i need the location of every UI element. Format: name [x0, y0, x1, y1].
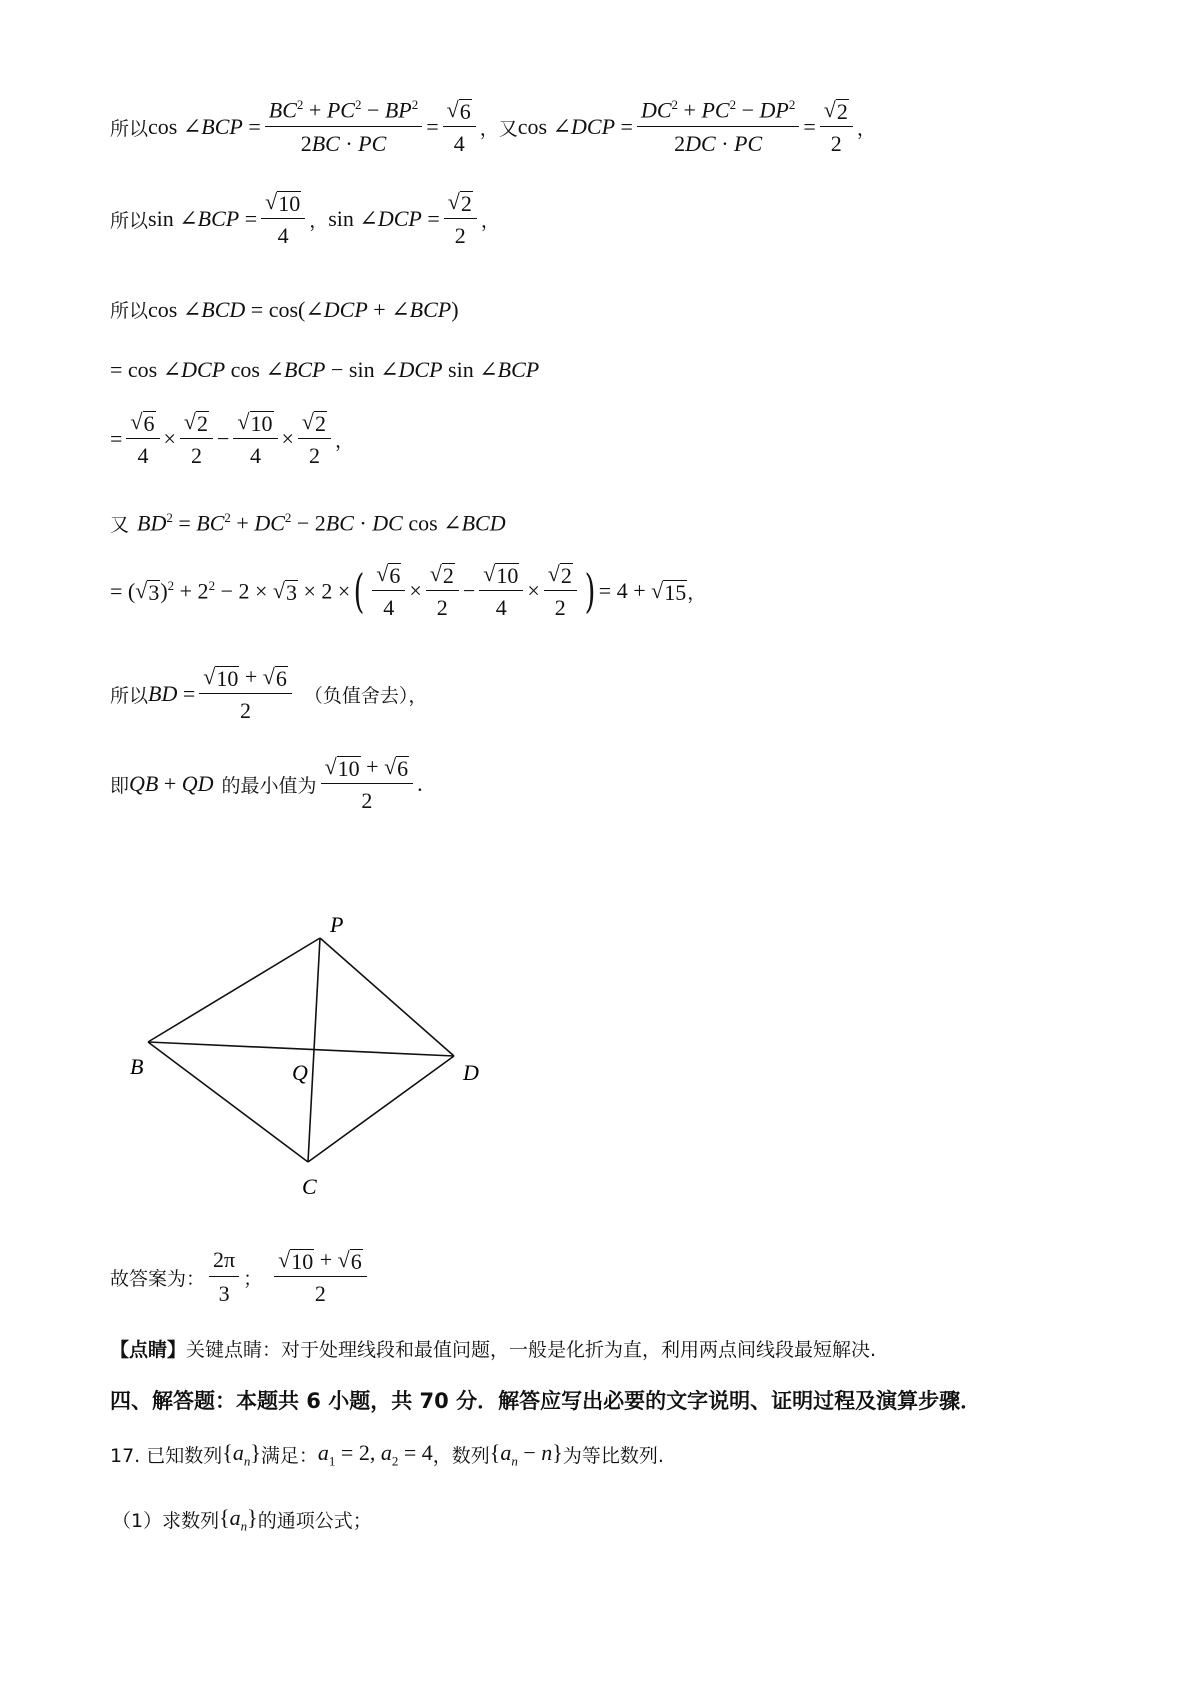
answer-line: 故答案为： $\frac{2\pi}{3}$ ； √ 10 + √ 6 2 — [110, 1248, 371, 1306]
text: 即 — [110, 774, 130, 797]
text: ， — [480, 209, 500, 232]
label-q: Q — [292, 1060, 308, 1085]
quadrilateral-figure — [120, 910, 500, 1200]
edge-bp — [148, 938, 320, 1042]
text: 的通项公式； — [257, 1510, 372, 1533]
label-d: D — [463, 1060, 479, 1085]
line-cos-bcd: 所以 cos ∠BCD = cos(∠DCP + ∠BCP) — [110, 296, 459, 322]
text: （负值舍去）， — [303, 684, 428, 707]
line-bd-value: = ( √ 3 )$^2 + 2^2 - 2$ × √ 3 × 2 × ( √ 6 4 × √ 2 2 − √ 10 4 × √ 2 2 ) = 4 + √ 15 ， — [110, 561, 707, 621]
line-numeric: = √ 6 4 × √ 2 2 − √ 10 4 × √ 2 2 ， — [110, 409, 355, 469]
fraction: √ 2 2 — [444, 190, 477, 248]
text: 的最小值为 — [221, 774, 317, 797]
section-heading — [110, 1385, 981, 1415]
diagonal-bd — [148, 1042, 454, 1056]
problem-17-part-1: （1）求数列 $\{a_n\}$ 的通项公式； — [112, 1505, 372, 1534]
text: 所以 — [110, 117, 149, 140]
line-bd-result: 所以 BD = √ 10 + √ 6 2 （负值舍去）， — [110, 664, 428, 724]
text: ， — [309, 209, 329, 232]
formula: cos ∠BCP = — [148, 114, 261, 140]
heading-text: 四、解答题：本题共 6 小题，共 70 分．解答应写出必要的文字说明、证明过程及演算步骤． — [110, 1389, 982, 1413]
label-c: C — [302, 1174, 317, 1199]
edge-pd — [320, 938, 454, 1056]
line-sin: 所以 sin ∠BCP = √ 10 4 ， sin ∠DCP = √ 2 2 ， — [110, 189, 500, 249]
text: ，又 — [479, 117, 518, 140]
label-b: B — [130, 1054, 144, 1079]
fraction: $\frac{BC^2 + PC^2 - BP^2}{2BC \cdot PC}$ — [265, 98, 422, 156]
comment-tag: 【点睛】 — [110, 1339, 187, 1361]
comment-line — [110, 1335, 876, 1362]
label-p: P — [330, 912, 344, 937]
line-expansion: = cos ∠DCP cos ∠BCP − sin ∠DCP sin ∠BCP — [110, 357, 540, 382]
edge-cb — [148, 1042, 308, 1162]
text: ， — [687, 581, 707, 604]
line-cos-bcp: 所以 cos ∠BCP = $\frac{BC^2 + PC^2 - BP^2}{2BC \cdot PC}$ = √ 6 4 ，又 cos ∠DCP = $\frac{DC^2 + PC^2 - DP^2}{2DC \cdot PC}$ = √ 2 2 ， — [110, 97, 876, 157]
line-bd-squared: 又 $BD^2 = BC^2 + DC^2 - 2BC$ · DC cos ∠BCD — [110, 510, 506, 536]
line-min-value: 即 QB + QD 的最小值为 √ 10 + √ 6 2 . — [110, 754, 423, 814]
comment-text: 关键点睛：对于处理线段和最值问题，一般是化折为直，利用两点间线段最短解决. — [186, 1339, 877, 1361]
text: （1）求数列 — [112, 1510, 220, 1533]
text: 又 — [110, 514, 130, 536]
text: . — [417, 771, 423, 797]
edge-dc — [308, 1056, 454, 1162]
fraction: $\frac{DC^2 + PC^2 - DP^2}{2DC \cdot PC}$ — [637, 98, 799, 156]
fraction: √ 2 2 — [820, 98, 853, 156]
text: ， — [856, 117, 876, 140]
text: 17. 已知数列 — [110, 1445, 223, 1468]
text: 所以 — [110, 300, 149, 322]
text: ，数列 — [432, 1445, 490, 1468]
text: 所以 — [110, 684, 149, 707]
text: 故答案为： — [110, 1267, 206, 1290]
text: 所以 — [110, 209, 149, 232]
text: 满足： — [260, 1445, 318, 1468]
fraction: √ 10 4 — [261, 190, 305, 248]
problem-17: 17. 已知数列 $\{a_n\}$ 满足： $a_1 = 2$, $a_2 = 4$ ，数列 $\{a_n - n\}$ 为等比数列. — [110, 1440, 664, 1469]
text: 为等比数列. — [562, 1445, 664, 1468]
text: ； — [243, 1267, 263, 1290]
fraction: √ 6 4 — [443, 98, 476, 156]
